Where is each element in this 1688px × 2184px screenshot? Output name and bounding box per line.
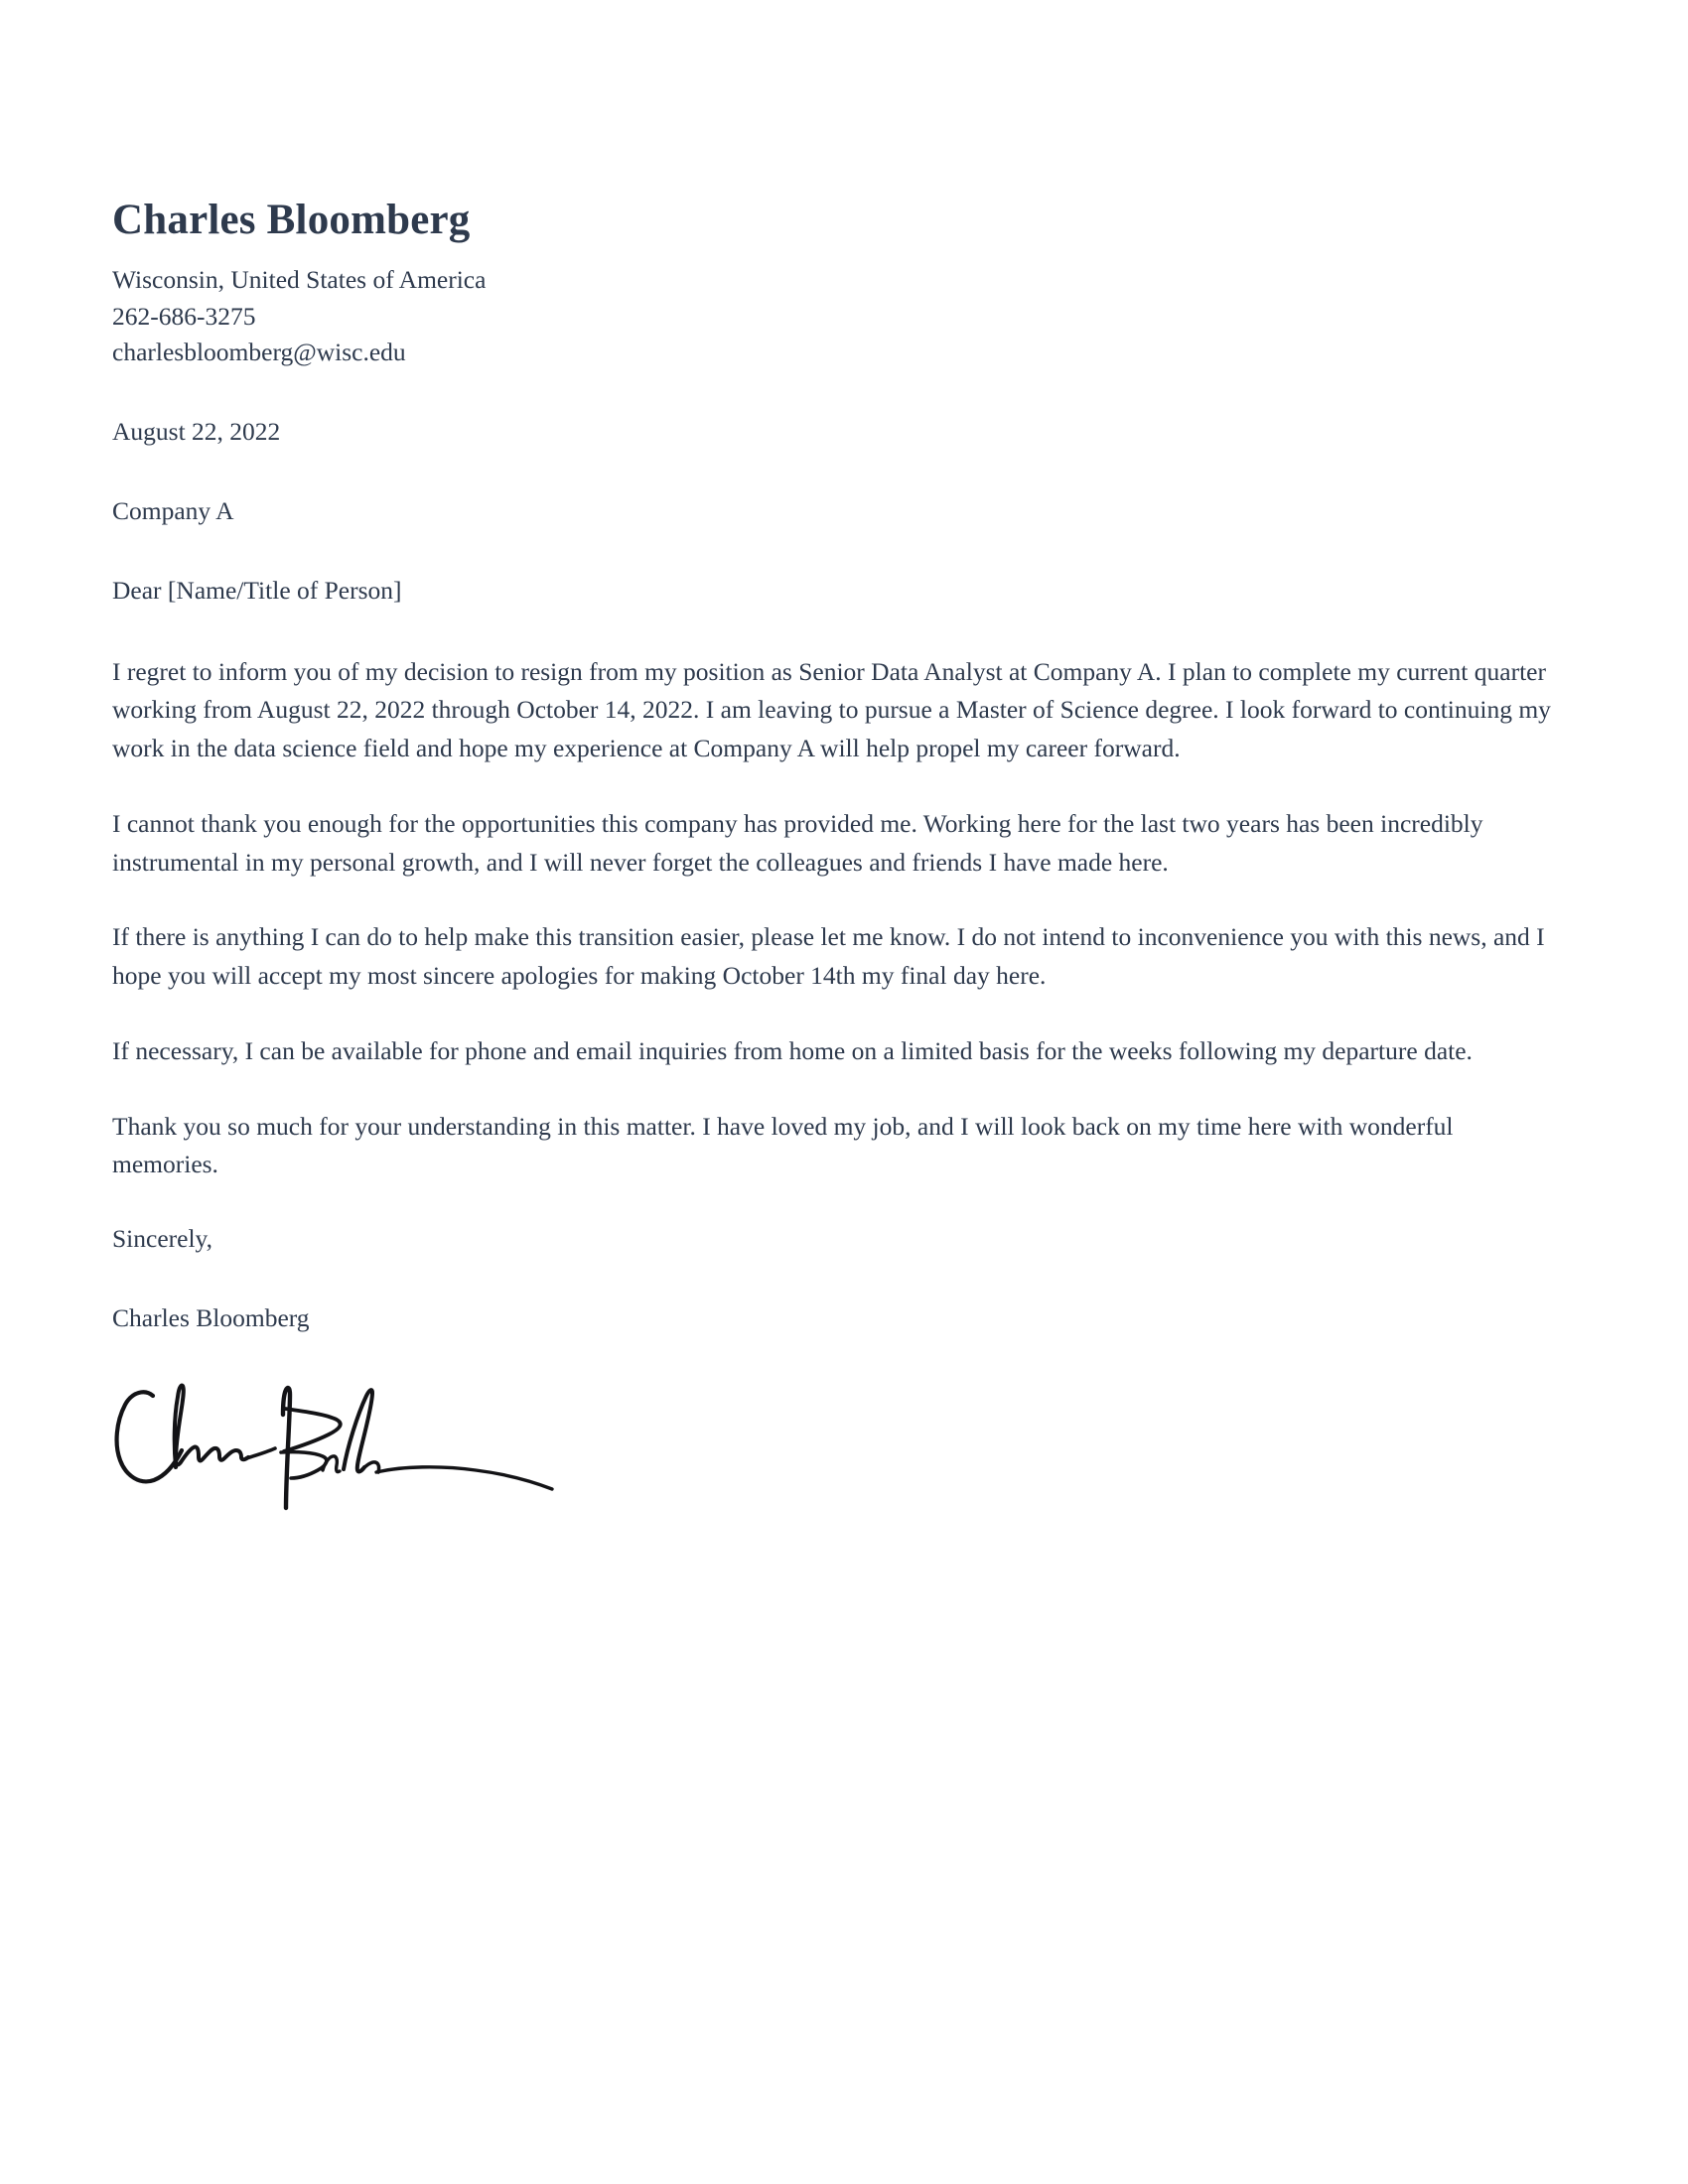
- closing-salutation: Sincerely,: [112, 1224, 213, 1254]
- sender-name: Charles Bloomberg: [112, 197, 471, 243]
- sender-email: charlesbloomberg@wisc.edu: [112, 337, 406, 366]
- spacer-paragraph-3: [112, 996, 1562, 1032]
- body-paragraph-3: If there is anything I can do to help make this transition easier, please let me know. I do not intend to inconvenience you with this news, and I hope you will accept my most sincere apologies for making October 14th my final day here.: [112, 922, 1545, 991]
- body-paragraph-1: I regret to inform you of my decision to resign from my position as Senior Data Analyst at Company A. I plan to complete my current quarter working from August 22, 2022 through October 14, 2022. I am leaving to pursue a Master of Science degree. I look forward to continuing my work in the data science field and hope my experience at Company A will help propel my career forward.: [112, 656, 1551, 763]
- spacer-after-recipient: [112, 529, 1562, 573]
- spacer-after-sender: [112, 370, 1562, 414]
- spacer-paragraph-1: [112, 768, 1562, 805]
- signature-name: Charles Bloomberg: [112, 1303, 310, 1333]
- handwritten-signature-icon: [112, 1367, 579, 1516]
- spacer-after-date: [112, 450, 1562, 493]
- spacer-before-closing: [112, 1184, 1562, 1221]
- body-paragraph-5: Thank you so much for your understanding in this matter. I have loved my job, and I will look back on my time here with wonderful memories.: [112, 1111, 1454, 1179]
- sender-phone: 262-686-3275: [112, 301, 256, 331]
- sender-location: Wisconsin, United States of America: [112, 265, 487, 295]
- letter-body: [112, 195, 1562, 1516]
- spacer-before-body: [112, 610, 1562, 653]
- spacer-after-closing: [112, 1257, 1562, 1300]
- body-paragraph-4: If necessary, I can be available for phone and email inquiries from home on a limited basis for the weeks following my departure date.: [112, 1035, 1473, 1065]
- spacer-paragraph-4: [112, 1071, 1562, 1108]
- body-paragraph-2: I cannot thank you enough for the opportunities this company has provided me. Working here for the last two years has been incredibly instrumental in my personal growth, and I will never forget the colleagues and friends I have made here.: [112, 808, 1483, 877]
- letter-date: August 22, 2022: [112, 417, 281, 447]
- recipient-company: Company A: [112, 496, 234, 526]
- salutation: Dear [Name/Title of Person]: [112, 576, 402, 606]
- spacer-paragraph-2: [112, 882, 1562, 918]
